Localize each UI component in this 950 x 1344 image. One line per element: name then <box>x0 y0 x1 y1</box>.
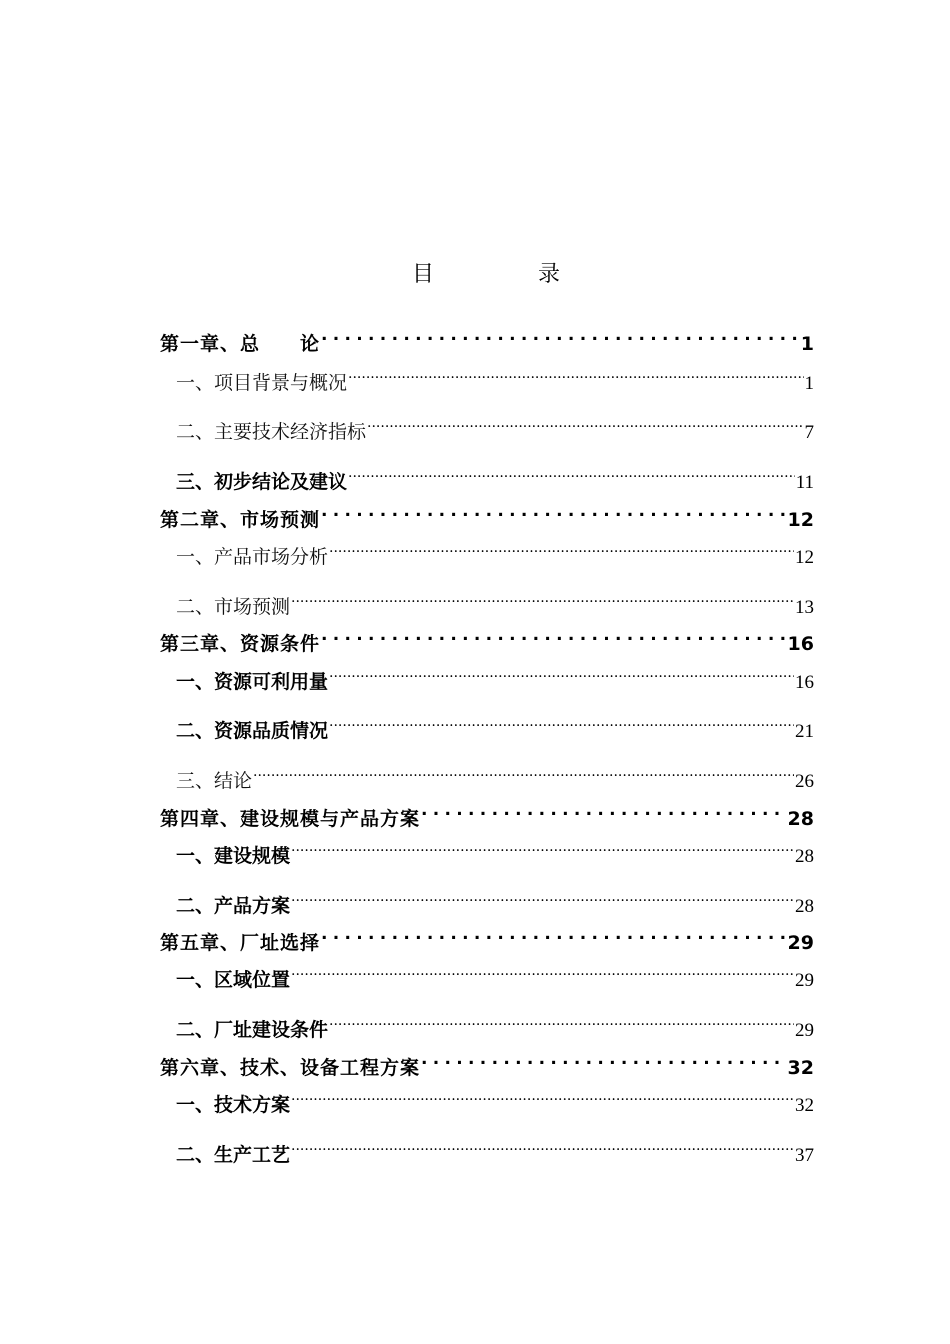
dot-leader <box>329 707 794 737</box>
toc-entry-label: 一、技术方案 <box>176 1094 291 1116</box>
toc-entry-label: 一、建设规模 <box>176 845 291 867</box>
dot-leader <box>348 458 795 488</box>
toc-entry-label: 二、资源品质情况 <box>176 720 329 742</box>
dot-leader <box>421 795 787 825</box>
toc-title-right-char: 录 <box>538 262 561 287</box>
toc-entry-label: 二、主要技术经济指标 <box>176 421 367 443</box>
toc-entry-page-number: 29 <box>795 1020 814 1041</box>
dot-leader <box>291 956 794 986</box>
toc-section-entry[interactable] <box>176 757 814 792</box>
dot-leader <box>329 533 794 563</box>
toc-entry-label: 第二章、市场预测 <box>160 509 321 531</box>
toc-section-entry[interactable] <box>176 882 814 917</box>
toc-entry-label: 第三章、资源条件 <box>160 633 321 655</box>
toc-entry-label: 二、生产工艺 <box>176 1144 291 1166</box>
dot-leader <box>291 832 794 862</box>
toc-section-entry[interactable] <box>176 1006 814 1041</box>
dot-leader <box>348 359 803 389</box>
toc-entry-label: 三、初步结论及建议 <box>176 471 348 493</box>
toc-section-entry[interactable] <box>176 1131 814 1166</box>
dot-leader <box>329 1006 794 1036</box>
toc-entry-page-number: 26 <box>795 771 814 792</box>
toc-entry-page-number: 12 <box>787 509 814 531</box>
dot-leader <box>291 1081 794 1111</box>
toc-entry-page-number: 37 <box>795 1145 814 1166</box>
toc-entry-page-number: 28 <box>795 896 814 917</box>
dot-leader <box>321 620 787 650</box>
toc-section-entry[interactable] <box>176 956 814 991</box>
dot-leader <box>421 1044 787 1074</box>
dot-leader <box>321 919 787 949</box>
toc-section-entry[interactable] <box>176 1081 814 1116</box>
toc-entry-page-number: 28 <box>795 846 814 867</box>
toc-title-left-char: 目 <box>412 262 435 287</box>
toc-entry-page-number: 13 <box>795 597 814 618</box>
toc-entry-label: 第四章、建设规模与产品方案 <box>160 808 421 830</box>
toc-chapter-entry[interactable] <box>160 320 814 355</box>
dot-leader <box>329 658 794 688</box>
toc-section-entry[interactable] <box>176 658 814 693</box>
toc-entry-page-number: 21 <box>795 721 814 742</box>
toc-entry-label: 第一章、总 论 <box>160 333 321 355</box>
toc-entry-page-number: 32 <box>795 1095 814 1116</box>
toc-chapter-entry[interactable] <box>160 496 814 531</box>
dot-leader <box>253 757 794 787</box>
toc-entry-page-number: 16 <box>795 672 814 693</box>
toc-section-entry[interactable] <box>176 458 814 493</box>
toc-entry-label: 一、区域位置 <box>176 969 291 991</box>
dot-leader <box>321 496 787 526</box>
dot-leader <box>367 408 803 438</box>
toc-entry-page-number: 29 <box>795 970 814 991</box>
toc-entry-label: 一、资源可利用量 <box>176 671 329 693</box>
toc-entry-page-number: 11 <box>795 472 814 493</box>
toc-entry-page-number: 1 <box>804 373 814 394</box>
dot-leader <box>321 320 800 350</box>
toc-entry-page-number: 32 <box>787 1057 814 1079</box>
toc-chapter-entry[interactable] <box>160 919 814 954</box>
toc-entry-label: 第六章、技术、设备工程方案 <box>160 1057 421 1079</box>
dot-leader <box>291 1131 794 1161</box>
toc-entry-page-number: 12 <box>795 547 814 568</box>
toc-section-entry[interactable] <box>176 408 814 443</box>
toc-section-entry[interactable] <box>176 359 814 394</box>
toc-entry-page-number: 28 <box>787 808 814 830</box>
dot-leader <box>291 583 794 613</box>
toc-chapter-entry[interactable] <box>160 620 814 655</box>
toc-section-entry[interactable] <box>176 583 814 618</box>
toc-entry-label: 一、项目背景与概况 <box>176 372 348 394</box>
toc-entry-label: 第五章、厂址选择 <box>160 932 321 954</box>
toc-entry-page-number: 7 <box>804 422 814 443</box>
toc-entry-page-number: 16 <box>787 633 814 655</box>
toc-entry-label: 二、产品方案 <box>176 895 291 917</box>
toc-title <box>0 258 950 294</box>
toc-entry-label: 二、市场预测 <box>176 596 291 618</box>
toc-section-entry[interactable] <box>176 832 814 867</box>
toc-entry-label: 一、产品市场分析 <box>176 546 329 568</box>
toc-chapter-entry[interactable] <box>160 1044 814 1079</box>
toc-entry-label: 三、结论 <box>176 770 253 792</box>
toc-entry-page-number: 29 <box>787 932 814 954</box>
toc-section-entry[interactable] <box>176 533 814 568</box>
toc-entry-label: 二、厂址建设条件 <box>176 1019 329 1041</box>
toc-chapter-entry[interactable] <box>160 795 814 830</box>
dot-leader <box>291 882 794 912</box>
toc-entry-page-number: 1 <box>800 333 814 355</box>
toc-section-entry[interactable] <box>176 707 814 742</box>
